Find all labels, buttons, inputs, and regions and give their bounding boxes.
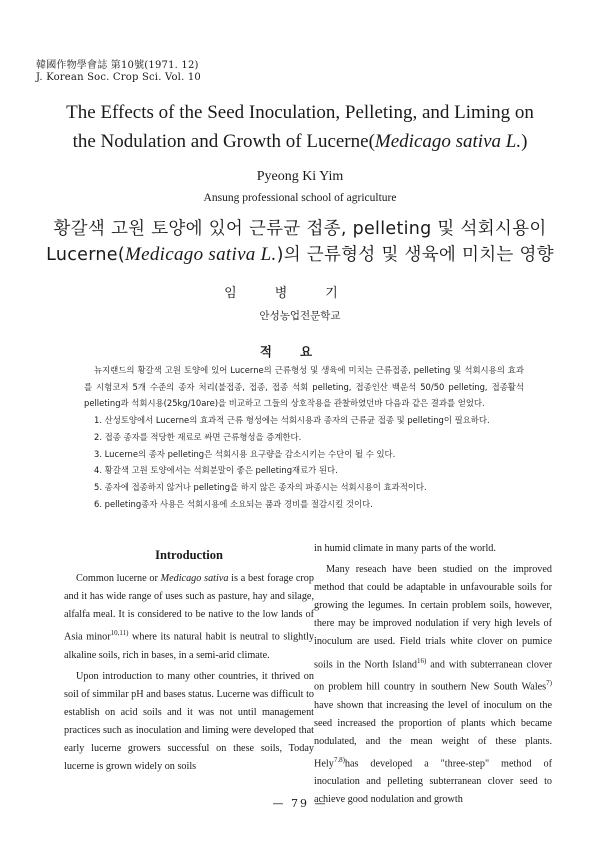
finding-item: 4. 황갈색 고원 토양에서는 석회분말이 좋은 pelleting재료가 된다. (94, 465, 338, 476)
journal-header (36, 60, 201, 84)
text-run: is a best forage crop and it has wide range of uses such as pasture, hay and silage, alfalfa meal. It is considered to be native to the low lands of Asia minor (64, 573, 314, 643)
right-column (314, 540, 552, 809)
korean-affiliation: 안성농업전문학교 (259, 310, 341, 322)
species-name: Medicago sativa (160, 573, 229, 585)
text-run: Common lucerne or (76, 573, 161, 585)
text-run: where its natural habit is neutral to slightly alkaline soils, rich in bases, in a semi-arid climate. (64, 631, 314, 661)
korean-title-prefix: Lucerne( (46, 245, 125, 265)
finding-item: 3. Lucerne의 종자 pelleting은 석회시용 요구량을 감소시키는 수단이 될 수 있다. (94, 448, 396, 459)
introduction-heading: Introduction (155, 548, 223, 562)
introduction-paragraph-1 (64, 570, 314, 665)
abstract-findings (84, 412, 524, 512)
abstract-intro: 뉴지랜드의 황갈색 고원 토양에 있어 Lucerne의 근류형성 및 생육에 미치는 근류접종, pelleting 및 석회시용의 효과를 시험코저 5개 수준의 종자 처리(불접종, 접종, 접종 석회 pelleting, 접종인산 백운석 50/50 pelleting, 접종활석 pelleting과 석회시용(25kg/10are)을 비교하고 그들의 상호작용을 관찰하였던바 다음과 같은 결과를 얻었다. (84, 365, 524, 409)
finding-item: 2. 접종 종자를 적당한 재료로 싸면 근류형성을 증계한다. (94, 431, 302, 442)
title-line-2 (20, 127, 580, 156)
korean-abstract (84, 362, 524, 512)
journal-english-name: J. Korean Soc. Crop Sci. Vol. 10 (36, 72, 201, 83)
research-paragraph (314, 561, 552, 809)
finding-item: 1. 산성토양에서 Lucerne의 효과적 근류 형성에는 석회시용과 종자의 근류균 접종 및 pelleting이 필요하다. (94, 415, 490, 426)
page-number: — 79 — (272, 797, 328, 810)
citation-ref: 16) (417, 656, 427, 665)
citation-ref: 7.8) (333, 755, 345, 764)
text-run: and with subterranean clover on problem hill country in southern New South Wales (314, 658, 552, 693)
title-species-name: Medicago sativa L. (374, 131, 522, 152)
continued-paragraph: in humid climate in many parts of the world. (314, 543, 496, 554)
title-line-1: The Effects of the Seed Inoculation, Pelleting, and Liming on (66, 102, 534, 123)
citation-ref: 10,11) (110, 629, 129, 638)
text-run: have shown that increasing the level of inoculum on the seed increased the proportion of plants (314, 699, 552, 729)
korean-title-line-1: 황갈색 고원 토양에 있어 근류균 접종, pelleting 및 석회시용이 (53, 219, 547, 239)
text-run: Many reseach have been studied on the improved method that could be adaptable in unfavourable soils for growing the legumes. In certain problem soils, however, there may be improved nodulation if very high levels of inoculum are used. Field trials white clover on pumice soils in the North Island (314, 564, 552, 670)
paper-title (20, 98, 580, 156)
abstract-heading: 적요 (259, 344, 341, 359)
korean-title-suffix: )의 근류형성 및 생육에 미치는 영향 (276, 245, 554, 265)
title-line-2-suffix: ) (521, 131, 528, 152)
finding-item: 5. 종자에 접종하지 않거나 pelleting을 하지 않은 종자의 파종시는 석회시용이 효과적이다. (94, 481, 427, 492)
author-name: Pyeong Ki Yim (256, 169, 344, 184)
korean-author-name: 임병기 (224, 286, 376, 301)
korean-title (30, 216, 570, 268)
korean-title-line-2 (30, 242, 570, 268)
text-run: has developed a "three-step" method of inoculation and pelleting subterranean clover seed to achieve good nodulation and growth (314, 758, 552, 806)
text-run: which became nodulated, and the mean weight of these plants. Hely (314, 717, 552, 770)
korean-title-species: Medicago sativa L. (125, 244, 277, 265)
journal-korean-name: 韓國作物學會誌 第10號(1971. 12) (36, 60, 199, 71)
finding-item: 6. pelleting종자 사용은 석회시용에 소요되는 품과 경비를 절감시킬 것이다. (94, 498, 373, 509)
author-affiliation: Ansung professional school of agriculture (203, 192, 397, 204)
introduction-paragraph-2: Upon introduction to many other countries, it thrived on soil of simmilar pH and bases status. Lucerne was difficult to establish on acid soils and it was not until management practices such as inoculation and liming were developed that early lucerne growers successful on these soils, Today lucerne is grown widely on soils (64, 670, 314, 773)
left-column (64, 546, 314, 777)
title-line-2-prefix: the Nodulation and Growth of Lucerne( (72, 131, 375, 152)
citation-ref: 7) (546, 679, 552, 688)
